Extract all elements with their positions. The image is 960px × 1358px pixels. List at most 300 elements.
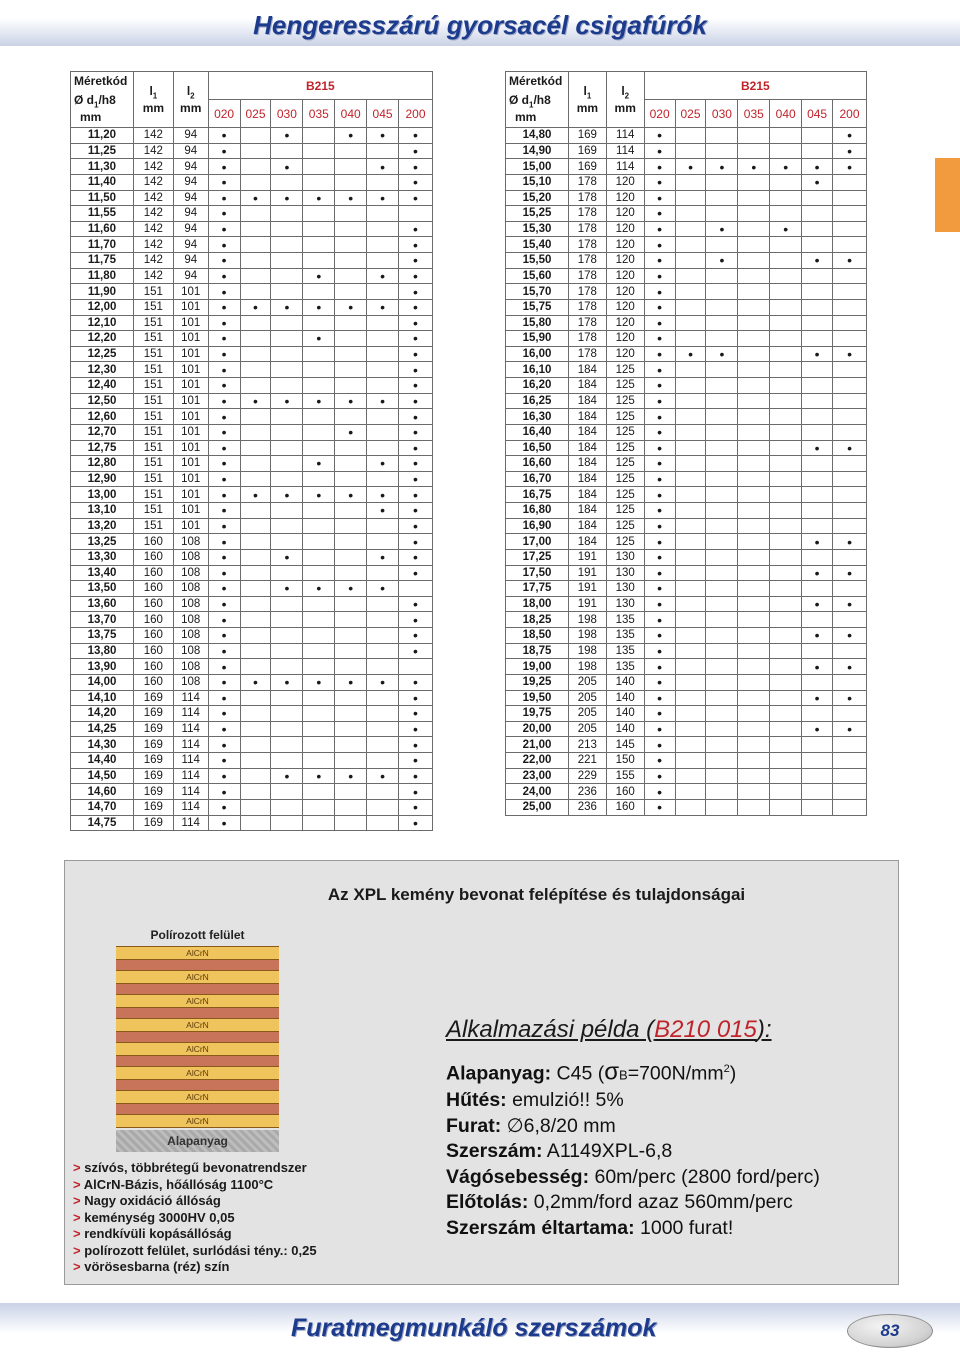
availability-cell [303, 643, 335, 659]
table-row [71, 346, 433, 362]
size-code: 19,75 [506, 706, 569, 722]
availability-cell: • [208, 159, 240, 175]
length-l2: 140 [606, 690, 644, 706]
material-strength: =700N/mm [627, 1062, 724, 1085]
availability-cell [303, 799, 335, 815]
availability-cell: • [208, 221, 240, 237]
length-l2: 135 [606, 612, 644, 628]
property-text: rendkívüli kopásállóság [84, 1226, 232, 1241]
availability-cell: • [399, 784, 433, 800]
availability-cell: • [208, 549, 240, 565]
availability-cell [335, 143, 367, 159]
availability-cell [303, 221, 335, 237]
availability-cell [303, 378, 335, 394]
code-label: Méretkód [74, 73, 128, 88]
length-l1: 191 [568, 596, 606, 612]
availability-cell [335, 331, 367, 347]
length-l1: 160 [133, 659, 173, 675]
availability-cell [833, 503, 867, 519]
availability-cell [770, 768, 802, 784]
availability-cell [738, 237, 770, 253]
availability-cell: • [399, 628, 433, 644]
availability-cell [802, 128, 833, 144]
availability-cell: • [644, 643, 675, 659]
availability-cell [706, 268, 738, 284]
table-row [71, 190, 433, 206]
availability-cell: • [644, 393, 675, 409]
availability-cell [240, 596, 271, 612]
availability-cell [706, 409, 738, 425]
bullet-marker: > [73, 1193, 81, 1208]
availability-cell [738, 581, 770, 597]
length-l2: 135 [606, 643, 644, 659]
length-l2: 108 [173, 612, 208, 628]
availability-cell: • [367, 393, 399, 409]
length-l1: 221 [568, 753, 606, 769]
availability-cell [303, 721, 335, 737]
length-l1: 151 [133, 440, 173, 456]
availability-cell [675, 456, 706, 472]
availability-cell [303, 206, 335, 222]
size-code: 14,60 [71, 784, 134, 800]
availability-cell [367, 596, 399, 612]
availability-cell: • [644, 128, 675, 144]
availability-cell [738, 174, 770, 190]
availability-cell: • [399, 534, 433, 550]
availability-cell [706, 299, 738, 315]
availability-cell [706, 487, 738, 503]
availability-cell [770, 534, 802, 550]
availability-cell [367, 659, 399, 675]
table-row [71, 424, 433, 440]
length-l2: 114 [173, 721, 208, 737]
column-header-045: 045 [367, 100, 399, 128]
length-l2: 114 [606, 159, 644, 175]
availability-cell [303, 753, 335, 769]
size-code: 11,75 [71, 253, 134, 269]
availability-cell: • [833, 159, 867, 175]
length-l2: 125 [606, 487, 644, 503]
availability-cell [802, 424, 833, 440]
length-l2: 130 [606, 596, 644, 612]
availability-cell [738, 393, 770, 409]
length-l2: 120 [606, 284, 644, 300]
table-row [71, 753, 433, 769]
availability-cell [706, 143, 738, 159]
availability-cell [802, 190, 833, 206]
length-l2: 94 [173, 143, 208, 159]
availability-cell [675, 518, 706, 534]
availability-cell [367, 378, 399, 394]
l2-sub: 2 [624, 91, 630, 101]
application-title [446, 1016, 772, 1044]
diameter-suffix: /h8 [533, 92, 551, 107]
availability-cell [770, 674, 802, 690]
property-text: szívós, többrétegű bevonatrendszer [84, 1160, 307, 1175]
availability-cell [770, 378, 802, 394]
availability-cell [240, 706, 271, 722]
availability-cell: • [399, 393, 433, 409]
availability-cell [675, 424, 706, 440]
availability-cell: • [399, 768, 433, 784]
availability-cell [833, 393, 867, 409]
availability-cell [738, 378, 770, 394]
length-l2: 101 [173, 471, 208, 487]
size-code: 18,25 [506, 612, 569, 628]
availability-cell: • [399, 456, 433, 472]
availability-cell: • [208, 440, 240, 456]
length-l2: 114 [173, 815, 208, 831]
availability-cell [240, 315, 271, 331]
hole-line [446, 1114, 820, 1140]
availability-cell [675, 268, 706, 284]
availability-cell [271, 612, 303, 628]
availability-cell [303, 409, 335, 425]
table-row [71, 674, 433, 690]
availability-cell [335, 612, 367, 628]
length-l2: 108 [173, 628, 208, 644]
size-code: 15,75 [506, 299, 569, 315]
availability-cell: • [399, 753, 433, 769]
availability-cell: • [367, 549, 399, 565]
section-tab[interactable] [935, 158, 960, 232]
availability-cell [770, 174, 802, 190]
availability-cell [833, 237, 867, 253]
length-l2: 120 [606, 268, 644, 284]
availability-cell [240, 565, 271, 581]
availability-cell [738, 674, 770, 690]
availability-cell [802, 799, 833, 815]
availability-cell [367, 784, 399, 800]
length-l1: 178 [568, 299, 606, 315]
availability-cell [367, 362, 399, 378]
length-l2: 101 [173, 331, 208, 347]
table-row [506, 159, 867, 175]
table-row [71, 378, 433, 394]
availability-cell [802, 393, 833, 409]
availability-cell [706, 331, 738, 347]
availability-cell [738, 721, 770, 737]
availability-cell [675, 237, 706, 253]
availability-cell: • [833, 659, 867, 675]
length-l1: 178 [568, 190, 606, 206]
bullet-marker: > [73, 1226, 81, 1241]
availability-cell [303, 159, 335, 175]
length-l2: 120 [606, 237, 644, 253]
availability-cell [675, 721, 706, 737]
material-value: C45 ( [551, 1062, 605, 1085]
length-l2: 120 [606, 299, 644, 315]
length-l1: 184 [568, 487, 606, 503]
availability-cell [833, 581, 867, 597]
size-code: 14,70 [71, 799, 134, 815]
availability-cell: • [644, 409, 675, 425]
length-l1: 160 [133, 612, 173, 628]
availability-cell [675, 253, 706, 269]
availability-cell [240, 284, 271, 300]
length-l2: 94 [173, 128, 208, 144]
bullet-marker: > [73, 1160, 81, 1175]
length-l1: 151 [133, 315, 173, 331]
table-row [71, 690, 433, 706]
tool-life-value: 1000 furat! [634, 1216, 734, 1239]
availability-cell: • [833, 346, 867, 362]
property-text: AlCrN-Bázis, hőállóság 1100°C [83, 1176, 274, 1192]
tool-life-line [446, 1216, 820, 1242]
table-row [506, 409, 867, 425]
availability-cell: • [303, 674, 335, 690]
availability-cell [367, 815, 399, 831]
availability-cell [367, 237, 399, 253]
availability-cell [802, 221, 833, 237]
availability-cell: • [399, 612, 433, 628]
table-row [71, 581, 433, 597]
column-header-035: 035 [738, 100, 770, 128]
availability-cell [738, 143, 770, 159]
availability-cell: • [399, 815, 433, 831]
length-l1: 142 [133, 237, 173, 253]
table-row [506, 721, 867, 737]
availability-cell: • [644, 331, 675, 347]
table-row [506, 128, 867, 144]
availability-cell [240, 612, 271, 628]
availability-cell: • [367, 768, 399, 784]
availability-cell [240, 206, 271, 222]
availability-cell [303, 315, 335, 331]
availability-cell [675, 440, 706, 456]
table-row [506, 799, 867, 815]
availability-cell: • [271, 393, 303, 409]
alcrn-layer: AlCrN [116, 1018, 279, 1032]
availability-cell: • [644, 143, 675, 159]
length-l1: 184 [568, 393, 606, 409]
length-l1: 169 [133, 737, 173, 753]
size-code: 11,25 [71, 143, 134, 159]
availability-cell: • [271, 487, 303, 503]
property-text: polírozott felület, surlódási tény.: 0,25 [84, 1242, 317, 1258]
series-header: B215 [208, 72, 432, 100]
table-row [506, 456, 867, 472]
availability-cell [675, 596, 706, 612]
availability-cell: • [208, 268, 240, 284]
size-code: 19,25 [506, 674, 569, 690]
availability-cell: • [208, 284, 240, 300]
availability-cell [706, 362, 738, 378]
diameter-label [509, 94, 568, 111]
availability-cell [335, 815, 367, 831]
table-row [71, 503, 433, 519]
availability-cell [303, 424, 335, 440]
availability-cell [802, 268, 833, 284]
availability-cell [770, 268, 802, 284]
size-code: 21,00 [506, 737, 569, 753]
length-l2: 108 [173, 596, 208, 612]
length-l1: 184 [568, 440, 606, 456]
availability-cell [675, 471, 706, 487]
availability-cell [335, 706, 367, 722]
availability-cell [738, 268, 770, 284]
availability-cell: • [208, 628, 240, 644]
series-header: B215 [644, 72, 866, 100]
availability-cell [271, 799, 303, 815]
availability-cell: • [802, 659, 833, 675]
table-row [506, 315, 867, 331]
availability-cell: • [833, 253, 867, 269]
availability-cell [335, 440, 367, 456]
availability-cell [738, 424, 770, 440]
availability-cell [738, 487, 770, 503]
availability-cell [706, 721, 738, 737]
availability-cell [706, 456, 738, 472]
availability-cell [271, 596, 303, 612]
availability-cell [770, 612, 802, 628]
availability-cell: • [644, 581, 675, 597]
cooling-label: Hűtés: [446, 1089, 507, 1111]
availability-cell [770, 487, 802, 503]
availability-cell [675, 534, 706, 550]
availability-cell: • [770, 159, 802, 175]
availability-cell: • [399, 518, 433, 534]
availability-cell [770, 409, 802, 425]
size-code: 13,00 [71, 487, 134, 503]
availability-cell: • [399, 378, 433, 394]
availability-cell: • [644, 284, 675, 300]
availability-cell [706, 128, 738, 144]
availability-cell [675, 503, 706, 519]
availability-cell: • [271, 674, 303, 690]
availability-cell [770, 143, 802, 159]
availability-cell: • [240, 299, 271, 315]
mm-label: mm [80, 110, 102, 125]
availability-cell: • [399, 565, 433, 581]
availability-cell: • [399, 549, 433, 565]
availability-cell [271, 518, 303, 534]
availability-cell [335, 268, 367, 284]
table-row [506, 565, 867, 581]
availability-cell [770, 346, 802, 362]
length-l2: 108 [173, 534, 208, 550]
size-code: 16,75 [506, 487, 569, 503]
length-l2: 94 [173, 174, 208, 190]
column-header-200: 200 [833, 100, 867, 128]
material-close: ) [729, 1062, 737, 1085]
availability-cell [303, 815, 335, 831]
availability-cell [240, 221, 271, 237]
availability-cell: • [399, 174, 433, 190]
length-l2: 125 [606, 362, 644, 378]
availability-cell: • [802, 565, 833, 581]
layer-separator [116, 984, 279, 994]
length-l1: 205 [568, 674, 606, 690]
availability-cell [833, 612, 867, 628]
availability-cell: • [644, 612, 675, 628]
availability-cell [770, 753, 802, 769]
column-header-025: 025 [240, 100, 271, 128]
availability-cell [833, 378, 867, 394]
availability-cell [303, 346, 335, 362]
length-l2: 94 [173, 237, 208, 253]
length-l1: 184 [568, 409, 606, 425]
size-code: 16,50 [506, 440, 569, 456]
table-row [506, 643, 867, 659]
length-l1: 229 [568, 768, 606, 784]
availability-cell: • [706, 159, 738, 175]
availability-cell [770, 440, 802, 456]
availability-cell [738, 284, 770, 300]
availability-cell [770, 706, 802, 722]
availability-cell [706, 206, 738, 222]
length-l1: 151 [133, 331, 173, 347]
size-code: 11,20 [71, 128, 134, 144]
length-l1: 142 [133, 253, 173, 269]
availability-cell [738, 253, 770, 269]
table-row [71, 299, 433, 315]
coating-info-box [64, 860, 899, 1285]
table-row [506, 268, 867, 284]
availability-cell [706, 503, 738, 519]
length-l2: 114 [173, 784, 208, 800]
length-l2: 94 [173, 159, 208, 175]
availability-cell [833, 737, 867, 753]
availability-cell: • [833, 440, 867, 456]
availability-cell [833, 409, 867, 425]
property-item [73, 1160, 317, 1177]
availability-cell: • [644, 268, 675, 284]
size-code: 12,25 [71, 346, 134, 362]
availability-cell [675, 409, 706, 425]
availability-cell [335, 206, 367, 222]
availability-cell [833, 331, 867, 347]
availability-cell [802, 409, 833, 425]
availability-cell [706, 378, 738, 394]
availability-cell [367, 799, 399, 815]
availability-cell: • [399, 737, 433, 753]
availability-cell: • [399, 268, 433, 284]
size-code: 12,30 [71, 362, 134, 378]
availability-cell [675, 659, 706, 675]
hole-label: Furat: [446, 1114, 502, 1137]
size-code: 13,30 [71, 549, 134, 565]
availability-cell [335, 159, 367, 175]
availability-cell: • [399, 409, 433, 425]
availability-cell [833, 315, 867, 331]
availability-cell: • [644, 503, 675, 519]
availability-cell [303, 143, 335, 159]
availability-cell: • [208, 206, 240, 222]
length-l1: 184 [568, 503, 606, 519]
availability-cell [240, 737, 271, 753]
length-l2: 130 [606, 581, 644, 597]
alcrn-layer: AlCrN [116, 970, 279, 984]
alcrn-layer: AlCrN [116, 1042, 279, 1056]
code-header [71, 72, 134, 128]
availability-cell [770, 424, 802, 440]
size-code: 13,60 [71, 596, 134, 612]
column-header-200: 200 [399, 100, 433, 128]
l1-label [569, 84, 606, 100]
availability-cell [770, 456, 802, 472]
length-l2: 108 [173, 565, 208, 581]
l2-unit: mm [180, 100, 202, 115]
availability-cell [770, 190, 802, 206]
availability-cell [802, 612, 833, 628]
availability-cell [738, 315, 770, 331]
availability-cell [738, 784, 770, 800]
availability-cell [675, 206, 706, 222]
availability-cell [240, 378, 271, 394]
availability-cell: • [208, 534, 240, 550]
availability-cell [833, 284, 867, 300]
